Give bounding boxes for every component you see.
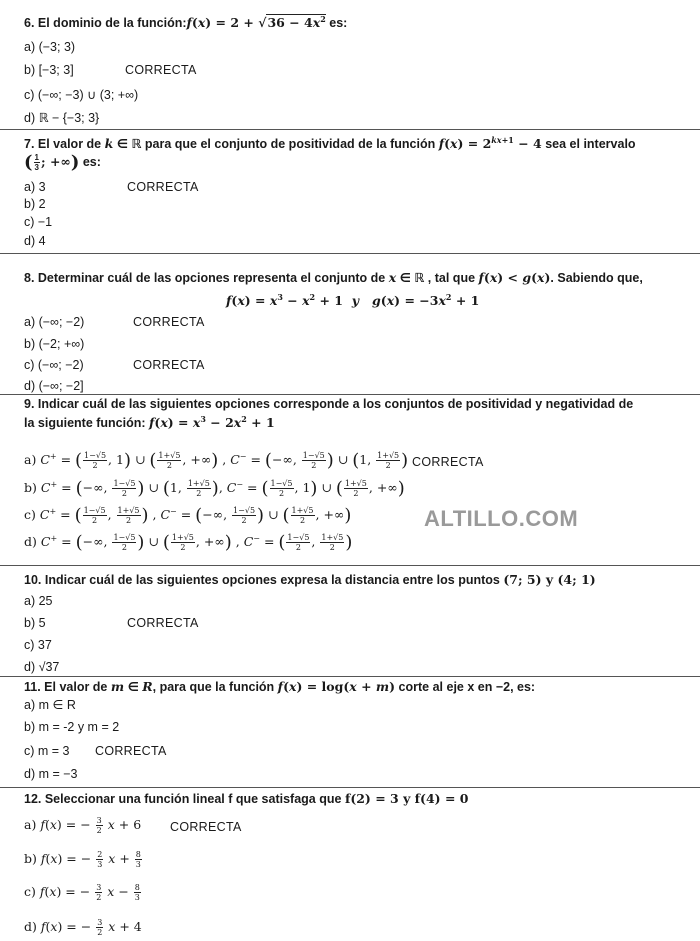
q9-correct-label: CORRECTA bbox=[412, 455, 484, 469]
altillo-watermark: ALTILLO.COM bbox=[424, 506, 579, 531]
q10-option-a: a) 25 bbox=[24, 594, 53, 608]
q8-option-a: a) (−∞; −2) bbox=[24, 315, 85, 329]
question-6-title: 6. El dominio de la función:f(x) = $2 + √36 - 4x^2$ es: bbox=[24, 14, 348, 31]
q6-option-d: d) ℝ − {−3; 3} bbox=[24, 111, 100, 125]
question-9-title-line2: la siguiente función: $f(x) = x^3 - 2x^2 + 1$ bbox=[24, 414, 275, 431]
q11-option-d: d) m = −3 bbox=[24, 767, 78, 781]
q10-option-c: c) 37 bbox=[24, 638, 52, 652]
q6-option-c: c) (−∞; −3) ∪ (3; +∞) bbox=[24, 88, 139, 102]
q7-option-a: a) 3 bbox=[24, 180, 46, 194]
question-10-title: 10. Indicar cuál de las siguientes opciones expresa la distancia entre los puntos (7; 5) y (4; 1) bbox=[24, 572, 596, 587]
q8-option-c: c) (−∞; −2) bbox=[24, 358, 84, 372]
q6-option-b: b) [−3; 3] bbox=[24, 63, 74, 77]
divider bbox=[0, 394, 700, 395]
q11-correct-label: CORRECTA bbox=[95, 744, 167, 758]
q11-option-b: b) m = -2 y m = 2 bbox=[24, 720, 120, 734]
question-9-title: 9. Indicar cuál de las siguientes opciones corresponde a los conjuntos de positividad y negatividad de bbox=[24, 397, 634, 411]
question-11-title: 11. El valor de m ∈ R, para que la función f(x) = log(x + m) corte al eje x en −2, es: bbox=[24, 679, 536, 694]
q6-correct-label: CORRECTA bbox=[125, 63, 197, 77]
q9-option-a: a) C+ = ( $\frac{1-√5}{2}$ , 1) ∪ ( $\frac{1+√5}{2}$ , +∞) , C− = (−∞, $\frac{1-√5}{2}$ ) ∪ (1, $\frac{1+√5}{2}$ ) bbox=[24, 450, 409, 471]
q12-option-c: c) f(x) = − $\frac{3}{2}$ x − $\frac{8}{3}$ bbox=[24, 883, 140, 902]
q11-option-c: c) m = 3 bbox=[24, 744, 70, 758]
q9-option-b: b) C+ = (−∞, $\frac{1-√5}{2}$ ) ∪ (1, $\frac{1+√5}{2}$ ), C− = ( $\frac{1-√5}{2}$ , 1) ∪ ( $\frac{1+√5}{2}$ , +∞) bbox=[24, 478, 405, 499]
divider bbox=[0, 253, 700, 254]
q9-option-c: c) C+ = ( $\frac{1-√5}{2}$ , $\frac{1+√5}{2}$ ) , C− = (−∞, $\frac{1-√5}{2}$ ) ∪ ( $\frac{1+√5}{2}$ , +∞) bbox=[24, 505, 352, 526]
q12-option-a: a) f(x) = − $\frac{3}{2}$ x + 6 bbox=[24, 816, 142, 835]
question-7-title-line2: ( $\frac{1}{3}$ ; +∞) es: bbox=[24, 152, 101, 173]
q8-correct-label-a: CORRECTA bbox=[133, 315, 205, 329]
q7-option-c: c) −1 bbox=[24, 215, 53, 229]
q8-correct-label-c: CORRECTA bbox=[133, 358, 205, 372]
question-7-title: 7. El valor de k ∈ ℝ para que el conjunto de positividad de la función $f(x) = 2^{kx+1} - 4$ sea el intervalo bbox=[24, 135, 636, 152]
q11-option-a: a) m ∈ R bbox=[24, 698, 76, 712]
q8-option-b: b) (−2; +∞) bbox=[24, 337, 85, 351]
q7-correct-label: CORRECTA bbox=[127, 180, 199, 194]
question-8-functions: $f(x) = x^3 - x^2 + 1$ y $g(x) = -3x^2 + 1$ bbox=[226, 292, 480, 309]
divider bbox=[0, 565, 700, 566]
divider bbox=[0, 676, 700, 677]
q8-option-d: d) (−∞; −2] bbox=[24, 379, 84, 393]
q6-option-a: a) (−3; 3) bbox=[24, 40, 76, 54]
question-8-title: 8. Determinar cuál de las opciones representa el conjunto de x ∈ ℝ , tal que f(x) < g(x). Sabiendo que, bbox=[24, 270, 643, 285]
q7-option-d: d) 4 bbox=[24, 234, 46, 248]
q7-option-b: b) 2 bbox=[24, 197, 46, 211]
q10-option-b: b) 5 bbox=[24, 616, 46, 630]
question-12-title: 12. Seleccionar una función lineal f que satisfaga que f(2) = 3 y f(4) = 0 bbox=[24, 791, 469, 806]
q10-option-d: d) √37 bbox=[24, 660, 60, 674]
divider bbox=[0, 129, 700, 130]
q9-option-d: d) C+ = (−∞, $\frac{1-√5}{2}$ ) ∪ ( $\frac{1+√5}{2}$ , +∞) , C− = ( $\frac{1-√5}{2}$ , $\frac{1+√5}{2}$ ) bbox=[24, 532, 353, 553]
q10-correct-label: CORRECTA bbox=[127, 616, 199, 630]
divider bbox=[0, 787, 700, 788]
q12-option-b: b) f(x) = − $\frac{2}{3}$ x + $\frac{8}{3}$ bbox=[24, 850, 141, 869]
q12-correct-label: CORRECTA bbox=[170, 820, 242, 834]
q12-option-d: d) f(x) = − $\frac{3}{2}$ x + 4 bbox=[24, 918, 142, 937]
